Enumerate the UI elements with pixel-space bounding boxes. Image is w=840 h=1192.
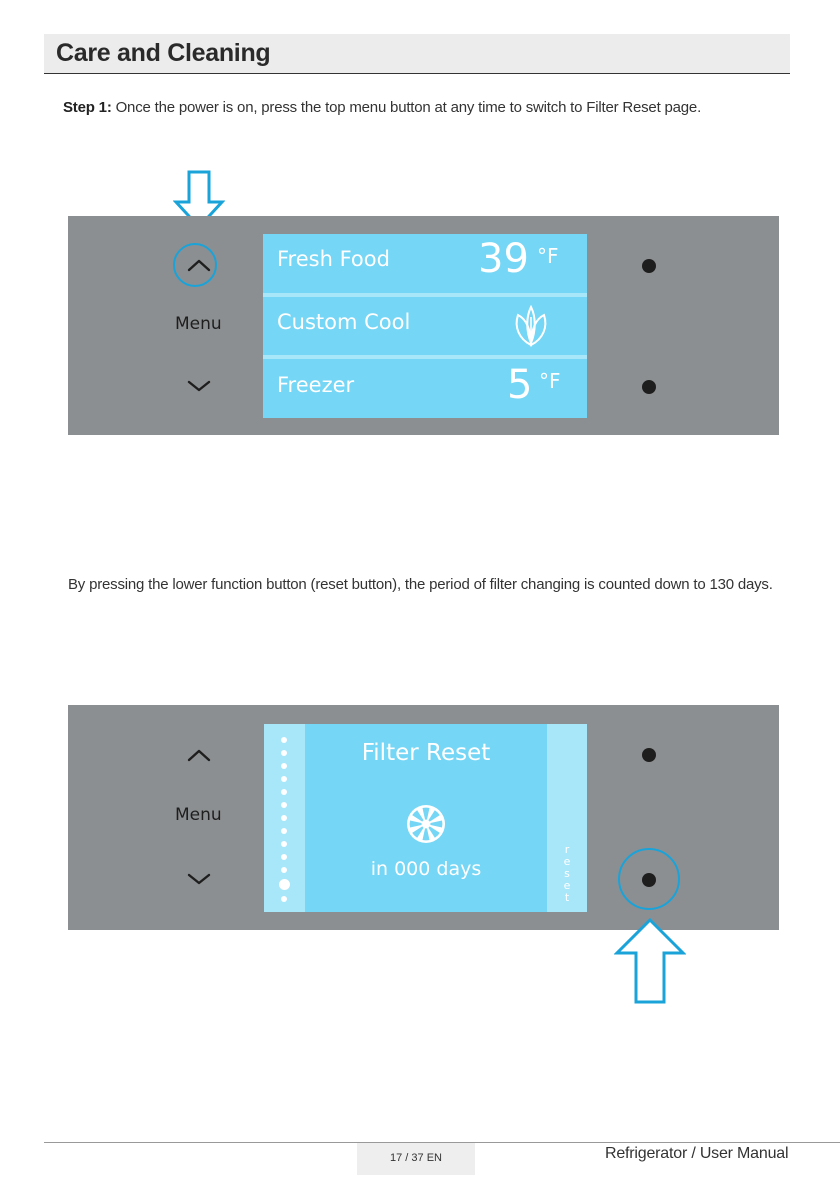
progress-dot-current bbox=[279, 879, 290, 890]
filter-days-remaining: in 000 days bbox=[370, 858, 482, 880]
reset-letter: s bbox=[564, 867, 570, 880]
reset-button[interactable] bbox=[642, 873, 656, 887]
step-1-label: Step 1: bbox=[63, 99, 112, 116]
filter-reset-display bbox=[264, 724, 587, 912]
custom-cool-row bbox=[263, 297, 587, 355]
section-header bbox=[44, 34, 790, 74]
control-panel-main bbox=[68, 216, 779, 435]
reset-letter: t bbox=[564, 891, 570, 904]
top-function-button[interactable] bbox=[642, 748, 656, 762]
top-function-button[interactable] bbox=[642, 259, 656, 273]
freezer-temperature: 5 bbox=[507, 362, 533, 408]
progress-dot bbox=[281, 854, 287, 860]
up-chevron-icon[interactable] bbox=[187, 747, 211, 763]
filter-icon bbox=[405, 803, 447, 845]
step-1-instruction bbox=[63, 99, 701, 116]
reset-label bbox=[547, 844, 587, 904]
menu-label: Menu bbox=[175, 314, 222, 334]
down-chevron-icon[interactable] bbox=[187, 871, 211, 887]
reset-letter: r bbox=[564, 843, 570, 856]
reset-letter: e bbox=[563, 855, 571, 868]
freezer-row bbox=[263, 359, 587, 418]
progress-dot bbox=[281, 841, 287, 847]
progress-dot bbox=[281, 750, 287, 756]
down-chevron-icon[interactable] bbox=[187, 378, 211, 394]
progress-dot bbox=[281, 789, 287, 795]
section-title: Care and Cleaning bbox=[56, 39, 271, 67]
menu-label: Menu bbox=[175, 805, 222, 825]
reset-letter: e bbox=[563, 879, 571, 892]
arrow-up-icon bbox=[614, 917, 686, 1005]
up-chevron-icon[interactable] bbox=[187, 257, 211, 273]
fresh-food-temperature: 39 bbox=[478, 236, 529, 282]
reset-instruction: By pressing the lower function button (reset button), the period of filter changing is counted down to 130 days. bbox=[68, 576, 773, 593]
fresh-food-row bbox=[263, 234, 587, 293]
bottom-function-button[interactable] bbox=[642, 380, 656, 394]
leaf-icon bbox=[509, 305, 553, 347]
filter-progress-strip bbox=[264, 724, 305, 912]
progress-dot bbox=[281, 763, 287, 769]
progress-dot bbox=[281, 867, 287, 873]
custom-cool-label: Custom Cool bbox=[277, 310, 411, 334]
reset-strip bbox=[547, 724, 587, 912]
progress-dot bbox=[281, 737, 287, 743]
progress-dot bbox=[281, 896, 287, 902]
fresh-food-label: Fresh Food bbox=[277, 247, 390, 271]
control-panel-filter-reset bbox=[68, 705, 779, 930]
page-number: 17 / 37 EN bbox=[390, 1152, 442, 1164]
step-1-text: Once the power is on, press the top menu button at any time to switch to Filter Reset page. bbox=[111, 99, 702, 116]
temperature-display bbox=[263, 234, 587, 418]
progress-dot bbox=[281, 828, 287, 834]
freezer-label: Freezer bbox=[277, 373, 355, 397]
manual-title: Refrigerator / User Manual bbox=[605, 1145, 789, 1162]
progress-dot bbox=[281, 802, 287, 808]
filter-reset-title: Filter Reset bbox=[361, 740, 491, 766]
progress-dot bbox=[281, 815, 287, 821]
page-number-box bbox=[357, 1143, 475, 1175]
freezer-unit: °F bbox=[539, 369, 561, 393]
fresh-food-unit: °F bbox=[537, 244, 559, 268]
progress-dot bbox=[281, 776, 287, 782]
